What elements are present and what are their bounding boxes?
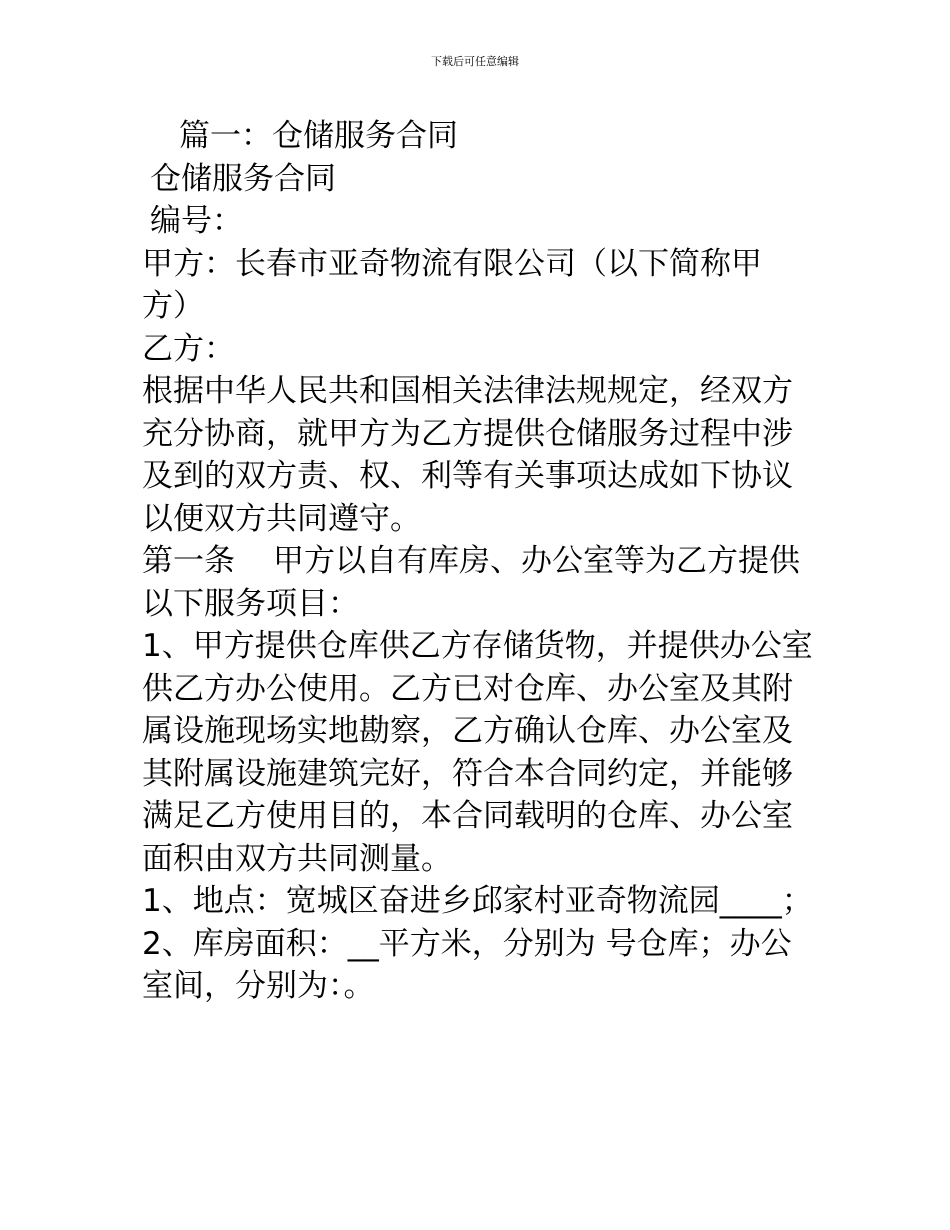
clause-1-line-1: 1、甲方提供仓库供乙方存储货物，并提供办公室 (142, 628, 813, 664)
section-title: 篇一：仓储服务合同 (179, 118, 458, 154)
document-body (142, 115, 822, 1008)
preamble-line-1: 根据中华人民共和国相关法律法规规定，经双方 (142, 373, 793, 409)
article-1-heading (142, 540, 822, 583)
clause-1-line-4: 其附属设施建筑完好，符合本合同约定，并能够 (142, 755, 793, 792)
preamble-line-4: 以便双方共同遵守。 (142, 500, 421, 537)
party-a-line-1: 甲方：长春市亚奇物流有限公司（以下简称甲 (142, 245, 762, 282)
clause-1-line-2: 供乙方办公使用。乙方已对仓库、办公室及其附 (142, 670, 793, 707)
preamble-line-3: 及到的双方责、权、利等有关事项达成如下协议 (142, 458, 793, 494)
party-b: 乙方： (142, 330, 235, 367)
location-item: 1、地点：宽城区奋进乡邱家村亚奇物流园____； (142, 883, 813, 919)
contract-title: 仓储服务合同 (150, 160, 336, 197)
party-a-line-2: 方） (142, 288, 204, 324)
header-note: 下载后可任意编辑 (431, 55, 519, 68)
clause-1-line-3: 属设施现场实地勘察，乙方确认仓库、办公室及 (142, 713, 793, 749)
clause-1-line-6: 面积由双方共同测量。 (142, 840, 452, 877)
article-1-label: 第一条 (142, 543, 235, 579)
article-1-line-2: 以下服务项目： (142, 585, 359, 622)
area-item-line-1: 2、库房面积：__平方米，分别为 号仓库；办公 (142, 925, 792, 962)
clause-1-line-5: 满足乙方使用目的，本合同载明的仓库、办公室 (142, 798, 793, 834)
area-item-line-2: 室间，分别为：。 (142, 968, 375, 1004)
preamble-line-2: 充分协商，就甲方为乙方提供仓储服务过程中涉 (142, 415, 793, 452)
article-1-text: 甲方以自有库房、办公室等为乙方提供 (273, 543, 800, 579)
contract-number: 编号： (150, 203, 243, 239)
